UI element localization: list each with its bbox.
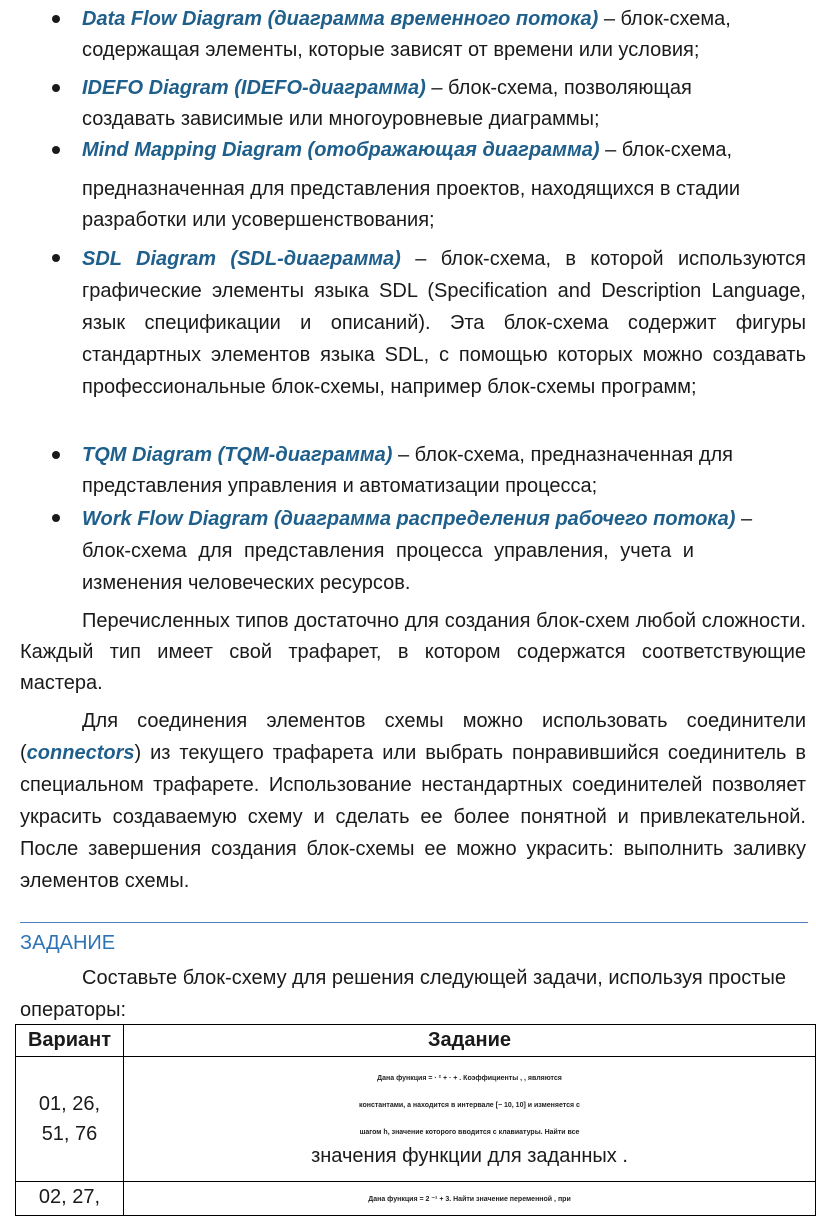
task-intro: Составьте блок-схему для решения следующей задачи, используя простые операторы: xyxy=(20,967,786,1021)
list-item-text: создавать зависимые или многоуровневые диаграммы; xyxy=(82,108,600,130)
variant-numbers: 02, 27, xyxy=(38,1186,101,1208)
list-item-text: – блок-схема, предназначенная для xyxy=(397,444,733,466)
task-text: значения функции для заданных . xyxy=(311,1144,628,1167)
list-item-term: Work Flow Diagram (диаграмма распределения рабочего потока) xyxy=(82,508,736,530)
section-divider xyxy=(20,922,808,923)
bullet-dot xyxy=(52,514,60,522)
list-item xyxy=(82,243,806,403)
task-text: шагом h, значение которого вводится с клавиатуры. Найти все xyxy=(359,1128,580,1136)
task-text: константами, а находится в интервале [− 10, 10] и изменяется с xyxy=(359,1101,580,1109)
list-item-text: – блок-схема, в которой используются графические элементы языка SDL (Specification and Description Language, язык спецификации и описаний). Эта блок-схема содержит фигуры стандартных элементов языка SDL, с помощью которых можно создавать профессиональные блок-схемы, например блок-схемы программ; xyxy=(82,248,806,398)
list-item-text: представления управления и автоматизации процесса; xyxy=(82,475,598,497)
list-item-text: блок-схема для представления процесса управления, учета и xyxy=(82,540,694,562)
list-item-text: – xyxy=(741,508,753,530)
list-item-text: разработки или усовершенствования; xyxy=(82,209,435,231)
list-item-text: – блок-схема, позволяющая xyxy=(431,77,692,99)
list-item-text: изменения человеческих ресурсов. xyxy=(82,572,411,594)
list-item-term: Mind Mapping Diagram (отображающая диаграмма) xyxy=(82,139,600,161)
table-header-row xyxy=(16,1025,816,1057)
variant-cell xyxy=(16,1182,124,1216)
table-row xyxy=(16,1057,816,1182)
task-table xyxy=(15,1024,816,1216)
list-item-term: IDEFO Diagram (IDEFO-диаграмма) xyxy=(82,77,426,99)
table-row xyxy=(16,1182,816,1216)
list-item xyxy=(82,135,806,236)
variant-cell xyxy=(16,1057,124,1182)
column-header-variant: Вариант xyxy=(16,1025,124,1057)
paragraph-templates: Перечисленных типов достаточно для создания блок-схем любой сложности. Каждый тип имеет свой трафарет, в котором содержатся соответствующие мастера. xyxy=(20,610,806,694)
list-item-term: SDL Diagram (SDL-диаграмма) xyxy=(82,248,401,270)
list-item-text: содержащая элементы, которые зависят от времени или условия; xyxy=(82,39,700,61)
variant-numbers: 51, 76 xyxy=(41,1123,98,1145)
bullet-dot xyxy=(52,84,60,92)
connectors-term: connectors xyxy=(26,742,135,764)
task-text: Дана функция = · ² + · + . Коэффициенты , , являются xyxy=(377,1074,562,1082)
list-item-text: – блок-схема, xyxy=(605,139,733,161)
column-header-task: Задание xyxy=(124,1025,816,1057)
list-item xyxy=(82,503,806,599)
list-item-term: Data Flow Diagram (диаграмма временного потока) xyxy=(82,8,599,30)
paragraph-text: Для соединения элементов схемы можно использовать соединители ( xyxy=(20,710,806,764)
bullet-dot xyxy=(52,254,60,262)
paragraph-text: ) из текущего трафарета или выбрать понравившийся соединитель в специальном трафарете. Использование нестандартных соединителей позволяет украсить создаваемую схему и сделать ее более понятной и привлекательной. После завершения создания блок-схемы ее можно украсить: выполнить заливку элементов схемы. xyxy=(20,742,806,892)
bullet-dot xyxy=(52,15,60,23)
variant-numbers: 01, 26, xyxy=(38,1093,101,1115)
list-item-text: предназначенная для представления проектов, находящихся в стадии xyxy=(82,178,741,200)
list-item xyxy=(82,440,806,502)
list-item xyxy=(82,73,806,135)
list-item xyxy=(82,4,806,66)
list-item-text: – блок-схема, xyxy=(603,8,731,30)
bullet-dot xyxy=(52,146,60,154)
task-text: Дана функция = 2 ⁻¹ + 3. Найти значение переменной , при xyxy=(368,1196,571,1203)
section-heading: ЗАДАНИЕ xyxy=(20,932,116,954)
task-cell xyxy=(124,1182,816,1216)
bullet-dot xyxy=(52,451,60,459)
list-item-term: TQM Diagram (TQM-диаграмма) xyxy=(82,444,393,466)
paragraph-connectors xyxy=(20,705,806,897)
task-cell xyxy=(124,1057,816,1182)
